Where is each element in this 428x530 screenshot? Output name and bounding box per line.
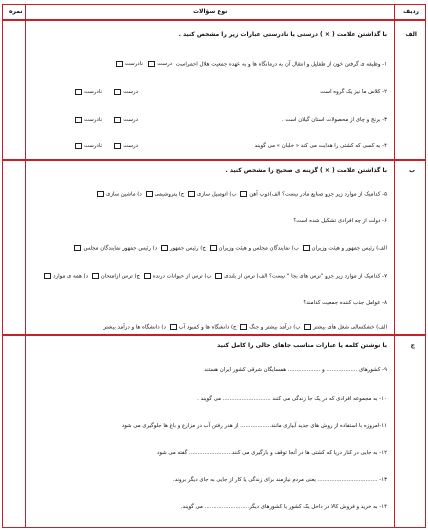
question-7-option-c-checkbox[interactable] <box>92 273 99 279</box>
question-8-options <box>103 324 387 331</box>
question-6-option-b: ب) نمایندگان مجلس و هیئت وزیران <box>218 245 299 252</box>
question-5-option-c: ج) پتروشیمی <box>154 191 185 198</box>
question-4-true-checkbox[interactable] <box>114 143 121 149</box>
section-b-title: با گذاشتن علامت ( × ) گزینه ی صحیح را مشخص کنید . <box>225 167 387 174</box>
question-7-option-c: ج) ترس ازامتحان <box>100 273 141 280</box>
exam-frame <box>2 4 426 528</box>
question-4-options <box>73 143 138 150</box>
question-7-option-b-checkbox[interactable] <box>144 273 151 279</box>
question-8-option-d: د) دانشگاه ها و درآمد بیشتر <box>103 324 166 331</box>
question-6-option-d: د) رئیس جمهور نمایندگان مجلس <box>83 245 158 252</box>
question-7-option-d-checkbox[interactable] <box>44 273 51 279</box>
question-6-option-c-checkbox[interactable] <box>161 245 168 251</box>
question-11: ۱۱-امروزه با استفاده از روش های جدید آبیاری مانند.................. از هدر رفتن آب در مزارع و باغ ها جلوگیری می شود <box>121 423 387 429</box>
question-4-false-label: نادرست <box>84 143 102 149</box>
section-letter-b: ب <box>408 167 415 174</box>
question-2-options <box>73 89 138 96</box>
question-1-false-label: نادرست <box>124 61 143 67</box>
question-3-false-checkbox[interactable] <box>75 117 82 123</box>
question-8: ۸- عوامل جذب کننده جمعیت کدامند؟ <box>303 300 387 306</box>
question-4 <box>255 143 387 149</box>
question-6-options <box>72 245 387 252</box>
score-column-header: نمره <box>9 8 23 15</box>
question-6-option-c: ج) رئیس جمهور <box>169 245 206 252</box>
question-1-text: ۱- وظیفه ی گرفتن خون از طفلیل و انتقال آن به درمانگاه ها و به عهده جمعیت هلال احمراست <box>175 61 387 68</box>
question-14: ۱۴- به خرید و فروش کالا در داخل یک کشور یا کشورهای دیگر.......................... می گویند. <box>180 504 387 510</box>
question-7 <box>42 273 387 280</box>
question-5-text: ۵- کدامیک از موارد زیر جزو صنایع مادر نیست؟ الف)ذوب آهن <box>249 191 387 198</box>
question-2-true-checkbox[interactable] <box>114 89 121 95</box>
question-8-option-c: ج) دانشگاه ها و کمبود آب <box>178 324 237 331</box>
score-column-divider <box>25 5 26 527</box>
section-a-title: با گذاشتن علامت ( × ) درستی یا نادرستی عبارات زیر را مشخص کنید . <box>178 31 387 38</box>
question-12: ۱۲- به جایی در کنار دریا که کشتی ها در آنجا توقف و بارگیری می کنند......................... گفته می شود <box>156 450 387 456</box>
question-6-option-b-checkbox[interactable] <box>210 245 217 251</box>
question-7-text: ۷- کدامیک از موارد زیر جزو "ترس های بجا " نیست؟ الف) ترس از بلندی <box>224 273 387 280</box>
row-column-header: ردیف <box>403 8 419 15</box>
question-1-false-checkbox[interactable] <box>116 61 123 67</box>
question-8-option-b: ب) درآمد بیشتر و جنگ <box>249 324 301 331</box>
question-4-true-label: درست <box>123 143 139 149</box>
question-1 <box>114 61 387 68</box>
question-6-option-a-checkbox[interactable] <box>303 245 310 251</box>
question-13: ۱۳- ................................... یعنی مردم نیازمند برای زندگی یا کار از جایی به جای دیگر بروند. <box>172 477 387 483</box>
section-letter-c: ج <box>410 342 415 349</box>
question-4-text: ۴- به کسی که کشتی را هدایت می کند « خلبان » می گویند <box>254 143 387 149</box>
section-c-title: با نوشتن کلمه یا عبارات مناسب جاهای خالی را کامل کنید <box>217 342 387 349</box>
question-2 <box>320 89 387 95</box>
question-8-option-b-checkbox[interactable] <box>240 324 247 330</box>
question-5-option-d: د) ماشین سازی <box>106 191 142 198</box>
question-2-text: ۲- کلاس ما نیز یک گروه است <box>320 89 387 95</box>
question-8-option-a-checkbox[interactable] <box>304 324 311 330</box>
question-6-option-d-checkbox[interactable] <box>74 245 81 251</box>
section-divider-b <box>3 159 425 161</box>
question-3-options <box>73 117 138 124</box>
question-3-true-label: درست <box>123 117 139 123</box>
question-5-option-b: ب) اتومبیل سازی <box>197 191 237 198</box>
questions-column-header: نوع سؤالات <box>193 8 228 15</box>
question-3-text: ۳- برنج و چای از محصولات استان گیلان است . <box>281 117 387 123</box>
question-7-option-b: ب) ترس از حیوانات درنده <box>152 273 212 280</box>
question-10: ۱۰- به مجموعه افرادی که در یک جا زندگی می کنند ............................ می گویند . <box>197 396 387 402</box>
question-2-true-label: درست <box>123 89 139 95</box>
question-6: ۶- دولت از چه افرادی تشکیل شده است؟ <box>293 218 387 224</box>
question-7-option-d: د) همه ی موارد <box>53 273 89 280</box>
section-letter-a: الف <box>405 31 417 38</box>
question-3-true-checkbox[interactable] <box>114 117 121 123</box>
question-5-option-b-checkbox[interactable] <box>188 191 195 197</box>
question-5 <box>95 191 387 198</box>
question-8-option-c-checkbox[interactable] <box>170 324 177 330</box>
question-9: ۹- کشورهای .................. و ................... همسایگان شرقی کشور ایران هستند <box>204 367 387 373</box>
section-divider-c <box>3 334 425 336</box>
question-6-option-a: الف) رئیس جمهور و هیئت وزیران <box>311 245 387 252</box>
header-row <box>3 5 425 21</box>
question-5-option-d-checkbox[interactable] <box>97 191 104 197</box>
question-3 <box>282 117 387 123</box>
question-4-false-checkbox[interactable] <box>75 143 82 149</box>
question-8-option-a: الف) خشکسالی شغل های بیشتر <box>313 324 387 331</box>
question-1-true-checkbox[interactable] <box>148 61 155 67</box>
question-2-false-checkbox[interactable] <box>75 89 82 95</box>
question-5-option-a-checkbox[interactable] <box>240 191 247 197</box>
question-2-false-label: نادرست <box>84 89 102 95</box>
question-3-false-label: نادرست <box>84 117 102 123</box>
question-1-true-label: درست <box>157 61 173 67</box>
question-7-option-a-checkbox[interactable] <box>215 273 222 279</box>
question-5-option-c-checkbox[interactable] <box>146 191 153 197</box>
row-column-divider <box>394 5 395 527</box>
